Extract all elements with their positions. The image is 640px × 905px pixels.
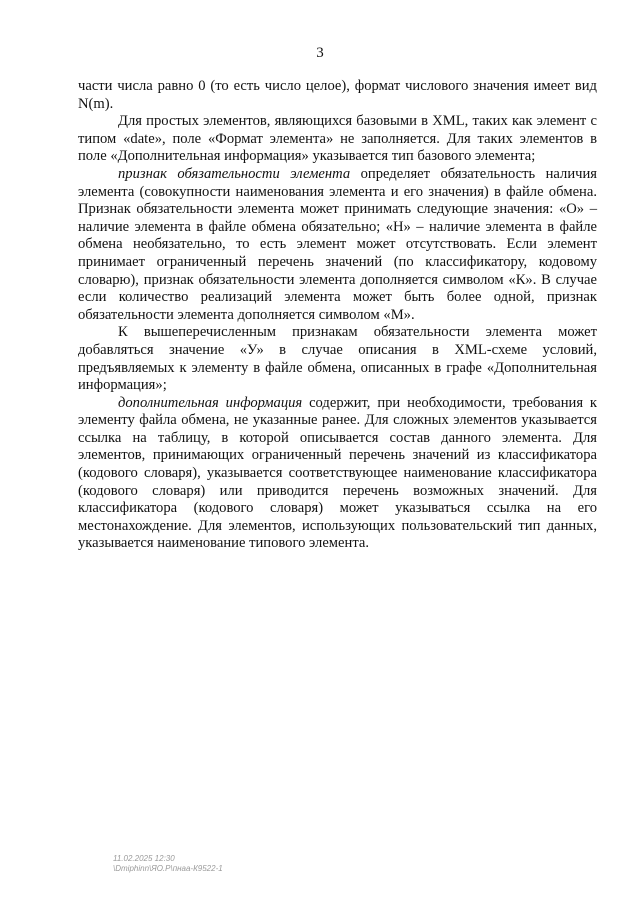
paragraph-5-text: содержит, при необходимости, требования к элементу файла обмена, не указанные ранее. Для сложных элементов указывается ссылка на таблицу, в которой описывается состав данного элемента. Для элементов, принимающих ограниченный перечень значений из классификатора (кодового словаря), указывается соответствующее наименование классификатора (кодового словаря) или приводится перечень возможных значений. Для классификатора (кодового словаря) может указываться ссылка на его местонахождение. Для элементов, использующих пользовательский тип данных, указывается наименование типового элемента. [78,394,597,552]
paragraph-4-text: К вышеперечисленным признакам обязательности элемента может добавляться значение «У» в случае описания в XML-схеме условий, предъявляемых к элементу в файле обмена, описанных в графе «Дополнительная информация»; [78,324,597,394]
paragraph-1 [78,78,597,113]
paragraph-4 [78,324,597,394]
document-footer-stamp [113,854,223,874]
paragraph-3-text: определяет обязательность наличия элемента (совокупности наименования элемента и его значения) в файле обмена. Признак обязательности элемента может принимать следующие значения: «О» – наличие элемента в файле обмена обязательно; «Н» – наличие элемента в файле обмена необязательно, то есть элемент может отсутствовать. Если элемент принимает ограниченный перечень значений (по классификатору, кодовому словарю), признак обязательности элемента дополняется символом «К». В случае если количество реализаций элемента может быть более одной, признак обязательности элемента дополняется символом «М». [78,165,597,323]
document-body [78,78,597,553]
paragraph-3 [78,166,597,324]
page-number: 3 [316,45,324,61]
paragraph-5-term: дополнительная информация [118,394,303,411]
footer-timestamp: 11.02.2025 12:30 [113,854,175,863]
paragraph-1-text: части числа равно 0 (то есть число целое), формат числового значения имеет вид N(m). [78,78,597,112]
paragraph-3-term: признак обязательности элемента [118,165,351,182]
footer-file-path: \Dmiphinn\ЯО.Р\пнаа-К9522-1 [113,864,223,873]
paragraph-5 [78,395,597,553]
paragraph-2-text: Для простых элементов, являющихся базовыми в XML, таких как элемент с типом «date», поле «Формат элемента» не заполняется. Для таких элементов в поле «Дополнительная информация» указывается тип базового элемента; [78,113,597,165]
paragraph-2 [78,113,597,166]
